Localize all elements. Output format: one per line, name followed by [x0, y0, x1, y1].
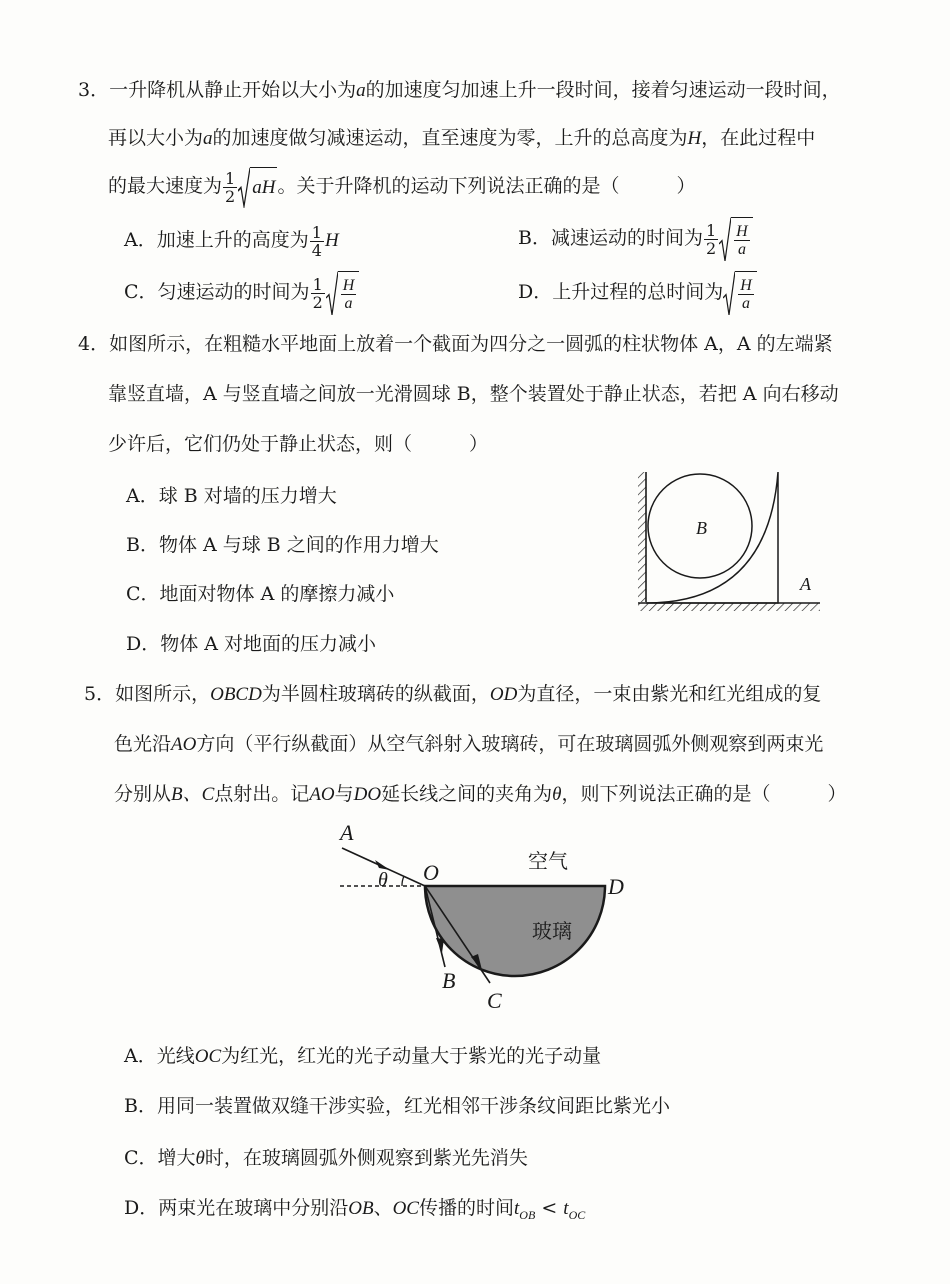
q5-option-b: B．用同一装置做双缝干涉实验，红光相邻干涉条纹间距比紫光小	[124, 1095, 670, 1117]
q3-text: ，在此过程中	[701, 127, 816, 149]
q3-line-1	[78, 76, 841, 105]
fig-label-air: 空气	[528, 849, 568, 873]
q3-sqrt-aH: aH	[238, 167, 277, 208]
q5-line-3: 分别从B、C点射出。记AO与DO延长线之间的夹角为θ，则下列说法正确的是（ ）	[114, 783, 847, 805]
q3-number: 3．	[78, 79, 110, 101]
q3-line-3	[108, 166, 695, 208]
wall-hatch	[638, 472, 646, 602]
q3-text: 一升降机从静止开始以大小为	[109, 79, 357, 101]
block-a	[646, 472, 778, 603]
q4-option-b: B．物体 A 与球 B 之间的作用力增大	[126, 534, 439, 556]
q5-line-2: 色光沿AO方向（平行纵截面）从空气斜射入玻璃砖，可在玻璃圆弧外侧观察到两束光	[114, 733, 824, 755]
q3-text: 的加速度做匀减速运动，直至速度为零，上升的总高度为	[212, 127, 688, 149]
q5-line-1: 5．如图所示，OBCD为半圆柱玻璃砖的纵截面，OD为直径，一束由紫光和红光组成的复	[84, 683, 822, 705]
q4-text: 如图所示，在粗糙水平地面上放着一个截面为四分之一圆弧的柱状物体 A，A 的左端紧	[109, 333, 833, 355]
q4-number: 4．	[78, 333, 110, 355]
q3-text: 的最大速度为	[108, 175, 223, 197]
fig-label-theta: θ	[378, 869, 388, 891]
fig-label-o: O	[423, 860, 439, 885]
q3-option-b: B．减速运动的时间为 $\frac{1}{2}$ $\frac{H}{a}$	[518, 216, 753, 262]
q4-option-d: D．物体 A 对地面的压力减小	[126, 633, 377, 655]
theta-arc	[402, 876, 404, 886]
q3-text: 。关于升降机的运动下列说法正确的是（ ）	[277, 175, 696, 197]
q3-var: a	[203, 128, 213, 149]
q3-option-a: A．加速上升的高度为 $\frac{1}{4}$ H	[124, 222, 339, 260]
q3-frac-half: $\frac{1}{2}$	[225, 168, 236, 206]
q5-number: 5．	[84, 683, 116, 705]
ground-hatch	[638, 603, 820, 611]
fig-label-a: A	[800, 574, 811, 594]
q3-option-d: D．上升过程的总时间为 $\frac{H}{a}$	[518, 270, 757, 316]
glass-semicircle	[425, 886, 605, 976]
q4-option-a: A．球 B 对墙的压力增大	[126, 485, 337, 507]
fig-label-b: B	[442, 968, 456, 993]
q4-text: 少许后，它们仍处于静止状态，则（ ）	[108, 433, 489, 455]
q4-line-3	[108, 430, 488, 458]
ray-ob-arrow	[436, 938, 444, 953]
fig-label-c: C	[487, 988, 502, 1013]
q5-option-d: D．两束光在玻璃中分别沿OB、OC传播的时间$t_{OB} < t_{OC}$	[124, 1197, 586, 1222]
q5-option-c: C．增大θ时，在玻璃圆弧外侧观察到紫光先消失	[124, 1147, 528, 1169]
fig-label-b: B	[696, 518, 707, 538]
fig-label-glass: 玻璃	[532, 919, 572, 943]
fig-label-d: D	[608, 874, 624, 899]
q5-figure	[330, 820, 640, 1020]
q3-text: 再以大小为	[108, 127, 204, 149]
q3-text: 的加速度匀加速上升一段时间，接着匀速运动一段时间，	[365, 79, 841, 101]
q4-line-1	[78, 330, 833, 358]
q3-var: a	[356, 80, 366, 101]
q4-figure	[628, 462, 828, 622]
q4-line-2	[108, 380, 839, 408]
q3-option-c: C．匀速运动的时间为 $\frac{1}{2}$ $\frac{H}{a}$	[124, 270, 359, 316]
q5-option-a: A．光线OC为红光，红光的光子动量大于紫光的光子动量	[124, 1045, 602, 1067]
fig-label-a: A	[340, 820, 354, 845]
q4-option-c: C．地面对物体 A 的摩擦力减小	[126, 583, 395, 605]
q3-var: H	[687, 128, 702, 149]
q4-text: 靠竖直墙，A 与竖直墙之间放一光滑圆球 B，整个装置处于静止状态，若把 A 向右移动	[108, 383, 839, 405]
q3-line-2	[108, 124, 815, 153]
